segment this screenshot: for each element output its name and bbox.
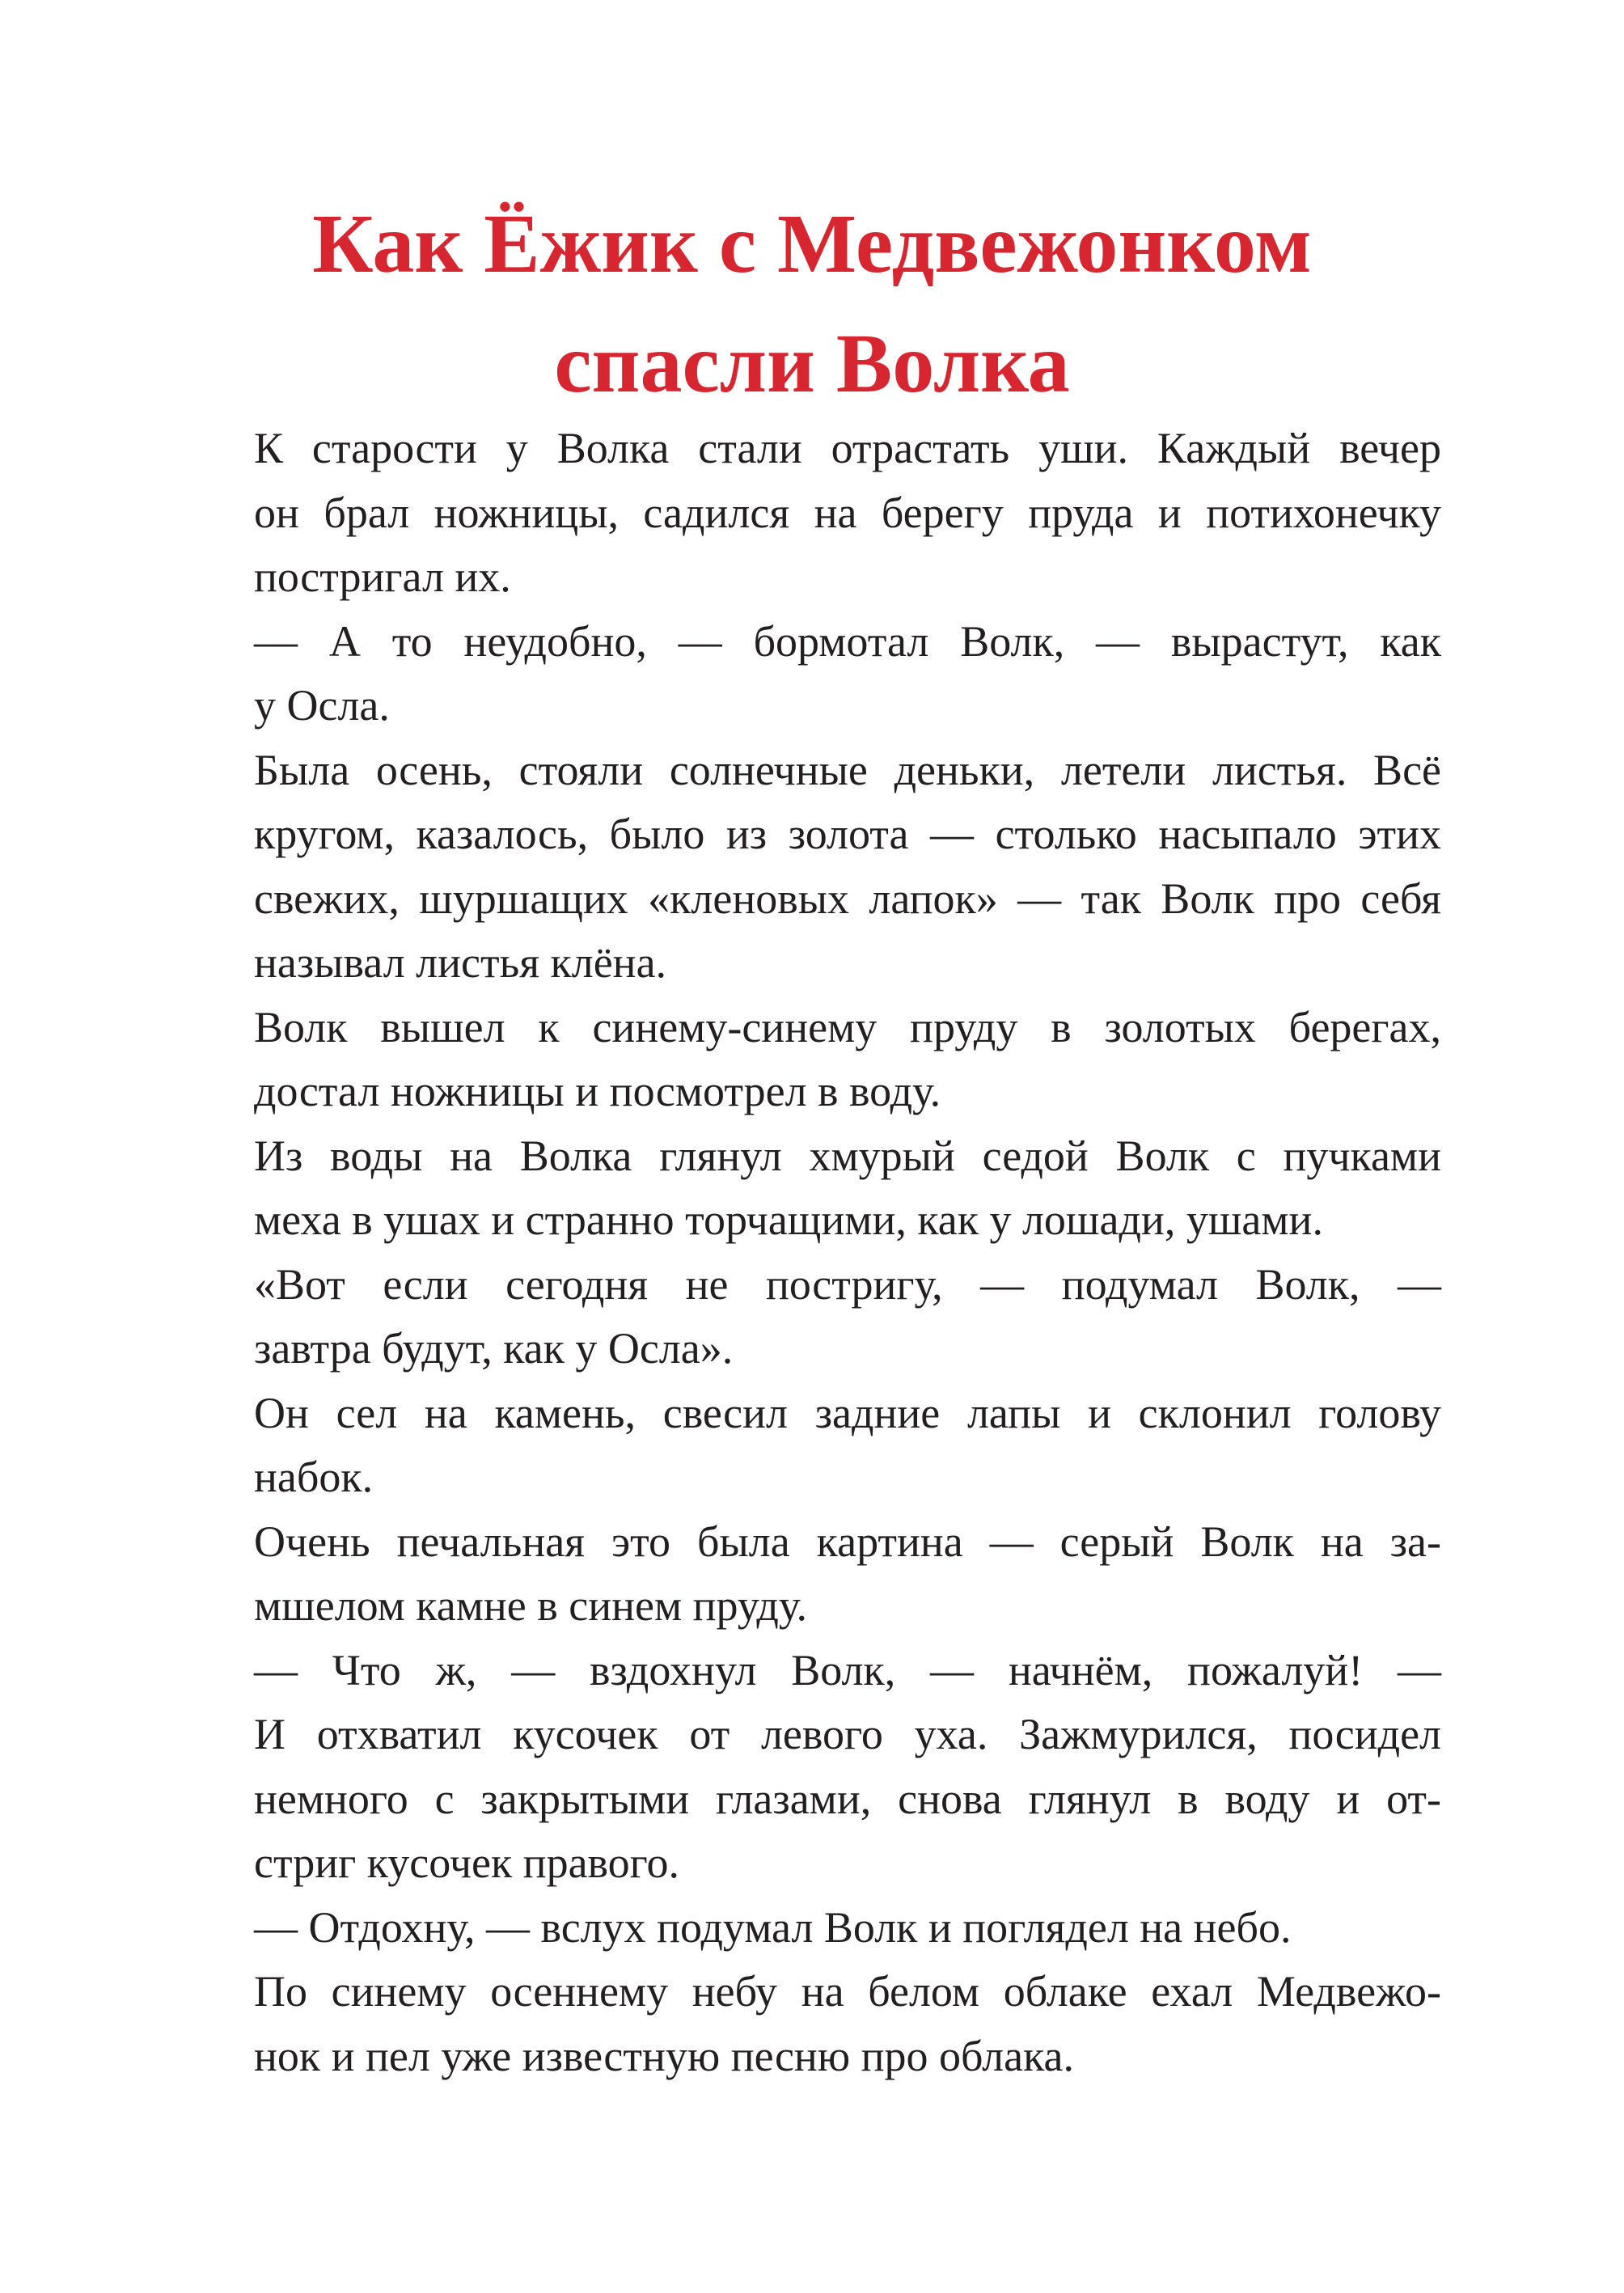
paragraph (192, 1253, 1441, 1381)
text-line: завтра будут, как у Осла». (254, 1324, 734, 1373)
paragraph (192, 1639, 1441, 1896)
text-line: К старости у Волка стали отрастать уши. Каждый вечер (254, 424, 1441, 472)
text-line: постригал их. (254, 552, 511, 601)
text-line: он брал ножницы, садился на берегу пруда и потихонечку (254, 488, 1441, 537)
text-line: кругом, казалось, было из золота — столько насыпало этих (254, 810, 1441, 858)
text-line: Была осень, стояли солнечные деньки, летели листья. Всё (254, 745, 1441, 794)
title-line-2: спасли Волка (554, 317, 1070, 410)
paragraph (192, 996, 1441, 1124)
text-line: мшелом камне в синем пруду. (254, 1581, 807, 1630)
paragraph (192, 417, 1441, 610)
text-line: — Отдохну, — вслух подумал Волк и поглядел на небо. (254, 1902, 1292, 1952)
paragraph (192, 1381, 1441, 1510)
text-line: нок и пел уже известную песню про облака. (254, 2031, 1074, 2080)
text-line: достал ножницы и посмотрел в воду. (254, 1067, 941, 1115)
paragraph (192, 1510, 1441, 1639)
text-line: свежих, шуршащих «кленовых лапок» — так Волк про себя (254, 874, 1441, 923)
text-line: называл листья клёна. (254, 938, 667, 987)
paragraph (192, 1960, 1441, 2088)
text-line: — Что ж, — вздохнул Волк, — начнём, пожалуй! — (254, 1645, 1441, 1694)
text-line: Волк вышел к синему-синему пруду в золотых берегах, (254, 1002, 1441, 1051)
text-line: — А то неудобно, — бормотал Волк, — вырастут, как (254, 616, 1441, 666)
text-line: набок. (254, 1453, 374, 1501)
text-line: меха в ушах и странно торчащими, как у лошади, ушами. (254, 1195, 1323, 1244)
paragraph (192, 1896, 1441, 1961)
text-line: Он сел на камень, свесил задние лапы и склонил голову (254, 1388, 1441, 1437)
text-line: По синему осеннему небу на белом облаке ехал Медвежо- (254, 1967, 1441, 2016)
text-line: Очень печальная это была картина — серый Волк на за- (254, 1517, 1441, 1566)
story-title (129, 184, 1495, 424)
text-line: «Вот если сегодня не постригу, — подумал Волк, — (254, 1259, 1441, 1309)
text-line: у Осла. (254, 681, 390, 730)
title-line-1: Как Ёжик с Медвежонком (312, 197, 1312, 290)
text-line: Из воды на Волка глянул хмурый седой Волк с пучками (254, 1131, 1441, 1180)
text-line: И отхватил кусочек от левого уха. Зажмурился, посидел (254, 1710, 1441, 1758)
paragraph (192, 610, 1441, 738)
paragraph (192, 738, 1441, 996)
paragraph (192, 1124, 1441, 1253)
text-line: немного с закрытыми глазами, снова глянул в воду и от- (254, 1774, 1441, 1823)
story-body (192, 417, 1441, 2088)
text-line: стриг кусочек правого. (254, 1838, 679, 1887)
